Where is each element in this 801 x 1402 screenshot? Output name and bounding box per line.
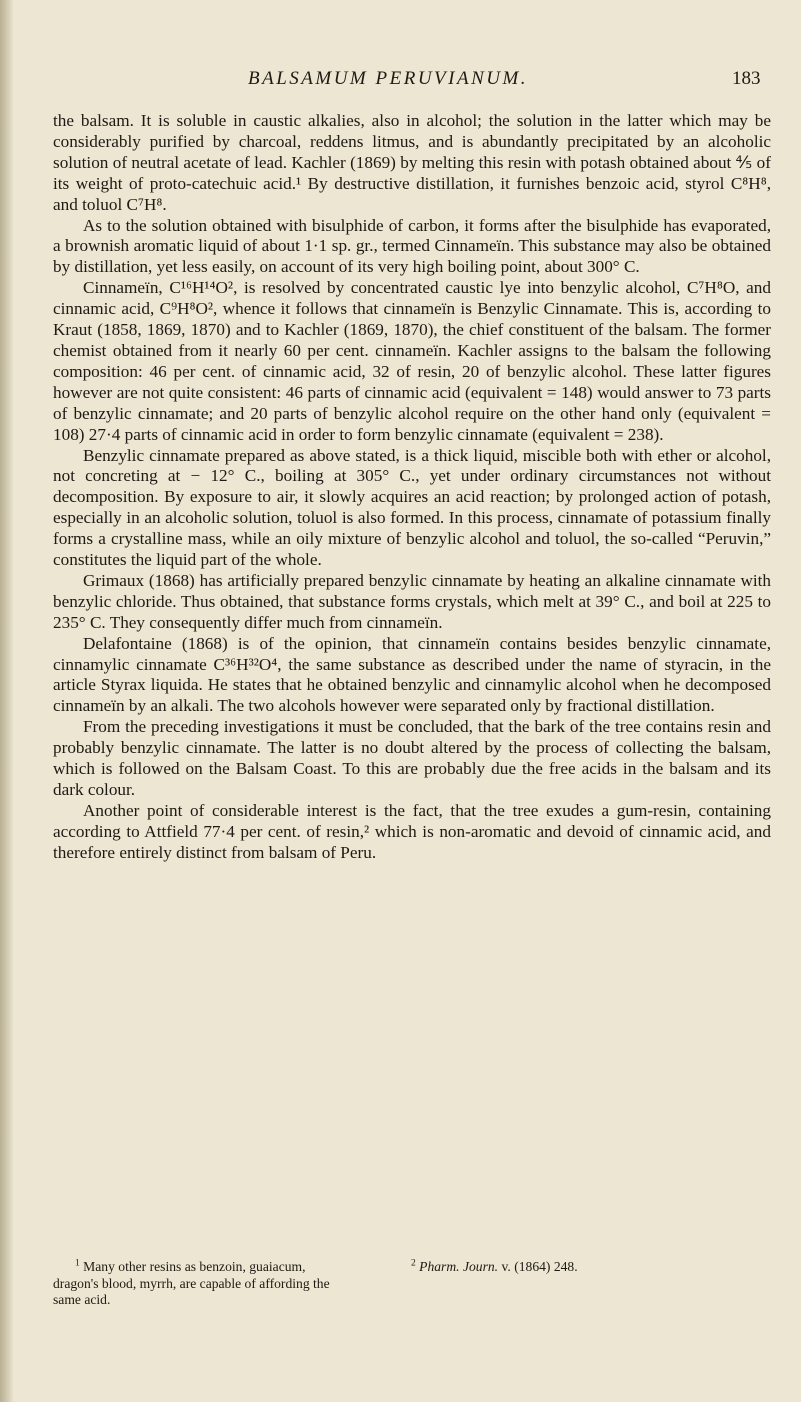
- page-binding-edge: [0, 0, 14, 1402]
- body-text: [53, 111, 771, 864]
- page-header: [0, 68, 801, 94]
- paragraph: Cinnameïn, C¹⁶H¹⁴O², is resolved by concentrated caustic lye into benzylic alcohol, C⁷H⁸O, and cinnamic acid, C⁹H⁸O², whence it follows that cinnameïn is Benzylic Cinnamate. This is, according to Kraut (1858, 1869, 1870) and to Kachler (1869, 1870), the chief constituent of the balsam. The former chemist obtained from it nearly 60 per cent. cinnameïn. Kachler assigns to the balsam the following composition: 46 per cent. of cinnamic acid, 32 of resin, 20 of benzylic alcohol. These latter figures however are not quite consistent: 46 parts of cinnamic acid (equivalent = 148) would answer to 73 parts of benzylic cinnamate; and 20 parts of benzylic alcohol require on the other hand only (equivalent = 108) 27·4 parts of cinnamic acid in order to form benzylic cinnamate (equivalent = 238).: [53, 278, 771, 444]
- paragraph: Delafontaine (1868) is of the opinion, that cinnameïn contains besides benzylic cinnamate, cinnamylic cinnamate C³⁶H³²O⁴, the same substance as described under the name of styracin, in the article Styrax liquida. He states that he obtained benzylic and cinnamylic alcohol when he decomposed cinnameïn by an alkali. The two alcohols however were separated only by fractional distillation.: [53, 633, 771, 716]
- footnote-2-text: v. (1864) 248.: [501, 1259, 578, 1274]
- footnote-2: [411, 1259, 771, 1309]
- footnotes: [53, 1259, 771, 1309]
- footnote-1-text: Many other resins as benzoin, guaiacum, dragon's blood, myrrh, are capable of affording the same acid.: [53, 1259, 330, 1307]
- footnote-2-number: 2: [411, 1258, 416, 1269]
- paragraph: As to the solution obtained with bisulphide of carbon, it forms after the bisulphide has evaporated, a brownish aromatic liquid of about 1·1 sp. gr., termed Cinnameïn. This substance may also be obtained by distillation, yet less easily, on account of its very high boiling point, about 300° C.: [53, 215, 771, 277]
- running-title: BALSAMUM PERUVIANUM.: [248, 68, 529, 89]
- page-number: 183: [732, 68, 761, 89]
- footnote-1-number: 1: [75, 1258, 80, 1269]
- paragraph: Another point of considerable interest is the fact, that the tree exudes a gum-resin, containing according to Attfield 77·4 per cent. of resin,² which is non-aromatic and devoid of cinnamic acid, and therefore entirely distinct from balsam of Peru.: [53, 800, 771, 862]
- paragraph: Grimaux (1868) has artificially prepared benzylic cinnamate by heating an alkaline cinnamate with benzylic chloride. Thus obtained, that substance forms crystals, which melt at 39° C., and boil at 225 to 235° C. They consequently differ much from cinnameïn.: [53, 570, 771, 632]
- footnote-2-source: Pharm. Journ.: [419, 1259, 499, 1274]
- paragraph: Benzylic cinnamate prepared as above stated, is a thick liquid, miscible both with ether or alcohol, not concreting at − 12° C., boiling at 305° C., yet under ordinary circumstances not without decomposition. By exposure to air, it slowly acquires an acid reaction; by prolonged action of potash, especially in an alcoholic solution, toluol is also formed. In this process, cinnamate of potassium finally forms a crystalline mass, while an oily mixture of benzylic alcohol and toluol, the so-called “Peruvin,” constitutes the liquid part of the whole.: [53, 445, 771, 570]
- footnote-1: [53, 1259, 353, 1309]
- paragraph: the balsam. It is soluble in caustic alkalies, also in alcohol; the solution in the latter which may be considerably purified by charcoal, reddens litmus, and is abundantly precipitated by an alcoholic solution of neutral acetate of lead. Kachler (1869) by melting this resin with potash obtained about ⅘ of its weight of proto-catechuic acid.¹ By destructive distillation, it furnishes benzoic acid, styrol C⁸H⁸, and toluol C⁷H⁸.: [53, 111, 771, 214]
- paragraph: From the preceding investigations it must be concluded, that the bark of the tree contains resin and probably benzylic cinnamate. The latter is no doubt altered by the process of collecting the balsam, which is followed on the Balsam Coast. To this are probably due the free acids in the balsam and its dark colour.: [53, 717, 771, 799]
